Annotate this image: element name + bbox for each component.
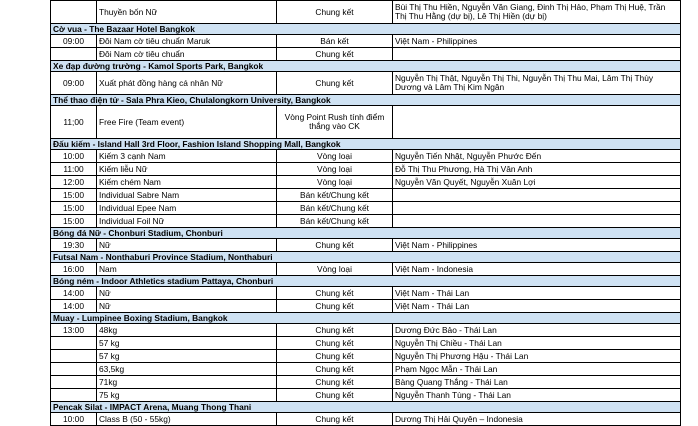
round-cell: Chung kết bbox=[277, 300, 393, 313]
athletes-cell: Dương Thị Hải Quyên – Indonesia bbox=[393, 413, 681, 426]
table-row bbox=[51, 35, 681, 48]
athletes-cell: Bàng Quang Thắng - Thái Lan bbox=[393, 376, 681, 389]
section-header-row bbox=[51, 61, 681, 72]
table-row bbox=[51, 287, 681, 300]
athletes-cell: Việt Nam - Philippines bbox=[393, 35, 681, 48]
section-header-row bbox=[51, 313, 681, 324]
event-cell: 57 kg bbox=[97, 350, 277, 363]
time-cell: 12:00 bbox=[51, 176, 97, 189]
table-row bbox=[51, 350, 681, 363]
round-cell: Chung kết bbox=[277, 413, 393, 426]
time-cell: 11:00 bbox=[51, 163, 97, 176]
section-title: Futsal Nam - Nonthaburi Province Stadium, Nonthaburi bbox=[51, 252, 681, 263]
athletes-cell: Nguyễn Thị Chiều - Thái Lan bbox=[393, 337, 681, 350]
event-cell: Nữ bbox=[97, 287, 277, 300]
time-cell: 09:00 bbox=[51, 72, 97, 95]
section-title: Pencak Silat - IMPACT Arena, Muang Thong Thani bbox=[51, 402, 681, 413]
time-cell: 19:30 bbox=[51, 239, 97, 252]
round-cell: Chung kết bbox=[277, 287, 393, 300]
round-cell: Bán kết bbox=[277, 35, 393, 48]
athletes-cell: Nguyễn Văn Quyết, Nguyễn Xuân Lợi bbox=[393, 176, 681, 189]
table-row bbox=[51, 150, 681, 163]
round-cell: Chung kết bbox=[277, 363, 393, 376]
table-row bbox=[51, 413, 681, 426]
schedule-body bbox=[51, 1, 681, 426]
round-cell: Vòng loại bbox=[277, 150, 393, 163]
time-cell bbox=[51, 1, 97, 24]
time-cell: 15:00 bbox=[51, 202, 97, 215]
section-header-row bbox=[51, 252, 681, 263]
event-cell: Individual Foil Nữ bbox=[97, 215, 277, 228]
time-cell bbox=[51, 389, 97, 402]
event-cell: Nữ bbox=[97, 300, 277, 313]
round-cell: Chung kết bbox=[277, 376, 393, 389]
event-cell: Individual Sabre Nam bbox=[97, 189, 277, 202]
event-cell: Đôi Nam cờ tiêu chuẩn bbox=[97, 48, 277, 61]
time-cell: 14:00 bbox=[51, 300, 97, 313]
section-header-row bbox=[51, 402, 681, 413]
table-row bbox=[51, 163, 681, 176]
athletes-cell: Nguyễn Thị Phương Hậu - Thái Lan bbox=[393, 350, 681, 363]
time-cell bbox=[51, 337, 97, 350]
time-cell: 10:00 bbox=[51, 413, 97, 426]
time-cell bbox=[51, 376, 97, 389]
event-cell: 71kg bbox=[97, 376, 277, 389]
athletes-cell: Việt Nam - Indonesia bbox=[393, 263, 681, 276]
section-title: Bóng đá Nữ - Chonburi Stadium, Chonburi bbox=[51, 228, 681, 239]
athletes-cell bbox=[393, 48, 681, 61]
section-title: Bóng ném - Indoor Athletics stadium Pattaya, Chonburi bbox=[51, 276, 681, 287]
table-row bbox=[51, 215, 681, 228]
section-header-row bbox=[51, 24, 681, 35]
athletes-cell: Nguyễn Thị Thật, Nguyễn Thị Thi, Nguyễn Thị Thu Mai, Lâm Thị Thùy Dương và Lâm Thị Kim Ngân bbox=[393, 72, 681, 95]
table-row bbox=[51, 363, 681, 376]
section-header-row bbox=[51, 139, 681, 150]
athletes-cell bbox=[393, 189, 681, 202]
athletes-cell: Nguyễn Tiến Nhật, Nguyễn Phước Đến bbox=[393, 150, 681, 163]
event-cell: Kiếm chém Nam bbox=[97, 176, 277, 189]
round-cell: Chung kết bbox=[277, 389, 393, 402]
round-cell: Bán kết/Chung kết bbox=[277, 215, 393, 228]
athletes-cell: Phạm Ngọc Mẫn - Thái Lan bbox=[393, 363, 681, 376]
event-cell: 48kg bbox=[97, 324, 277, 337]
section-header-row bbox=[51, 95, 681, 106]
round-cell: Chung kết bbox=[277, 350, 393, 363]
time-cell: 15:00 bbox=[51, 189, 97, 202]
event-cell: 57 kg bbox=[97, 337, 277, 350]
round-cell: Bán kết/Chung kết bbox=[277, 202, 393, 215]
time-cell: 14:00 bbox=[51, 287, 97, 300]
round-cell: Chung kết bbox=[277, 239, 393, 252]
event-cell: Free Fire (Team event) bbox=[97, 106, 277, 139]
round-cell: Chung kết bbox=[277, 337, 393, 350]
event-cell: Thuyền bốn Nữ bbox=[97, 1, 277, 24]
time-cell bbox=[51, 363, 97, 376]
table-row bbox=[51, 376, 681, 389]
event-cell: Individual Epee Nam bbox=[97, 202, 277, 215]
athletes-cell: Việt Nam - Thái Lan bbox=[393, 287, 681, 300]
section-title: Đấu kiếm - Island Hall 3rd Floor, Fashion Island Shopping Mall, Bangkok bbox=[51, 139, 681, 150]
table-row bbox=[51, 72, 681, 95]
time-cell bbox=[51, 48, 97, 61]
time-cell: 11;00 bbox=[51, 106, 97, 139]
event-cell: Kiếm liễu Nữ bbox=[97, 163, 277, 176]
time-cell: 16:00 bbox=[51, 263, 97, 276]
athletes-cell: Bùi Thị Thu Hiền, Nguyễn Văn Giang, Đinh Thị Hảo, Phạm Thị Huệ, Trần Thị Thu Hằng (dự bị), Lê Thị Hiền (dự bị) bbox=[393, 1, 681, 24]
round-cell: Chung kết bbox=[277, 1, 393, 24]
event-cell: Xuất phát đồng hàng cá nhân Nữ bbox=[97, 72, 277, 95]
time-cell: 13:00 bbox=[51, 324, 97, 337]
time-cell: 15:00 bbox=[51, 215, 97, 228]
athletes-cell bbox=[393, 215, 681, 228]
athletes-cell: Nguyễn Thanh Tùng - Thái Lan bbox=[393, 389, 681, 402]
round-cell: Chung kết bbox=[277, 48, 393, 61]
section-title: Cờ vua - The Bazaar Hotel Bangkok bbox=[51, 24, 681, 35]
time-cell: 09:00 bbox=[51, 35, 97, 48]
table-row bbox=[51, 189, 681, 202]
athletes-cell bbox=[393, 106, 681, 139]
event-cell: 63,5kg bbox=[97, 363, 277, 376]
table-row bbox=[51, 337, 681, 350]
round-cell: Bán kết/Chung kết bbox=[277, 189, 393, 202]
time-cell: 10:00 bbox=[51, 150, 97, 163]
athletes-cell: Đỗ Thị Thu Phương, Hà Thị Vân Anh bbox=[393, 163, 681, 176]
table-row bbox=[51, 300, 681, 313]
round-cell: Chung kết bbox=[277, 72, 393, 95]
event-cell: Nữ bbox=[97, 239, 277, 252]
round-cell: Vòng loại bbox=[277, 176, 393, 189]
round-cell: Vòng loại bbox=[277, 163, 393, 176]
section-title: Thể thao điện tử - Sala Phra Kieo, Chulalongkorn University, Bangkok bbox=[51, 95, 681, 106]
athletes-cell: Việt Nam - Philippines bbox=[393, 239, 681, 252]
section-header-row bbox=[51, 276, 681, 287]
table-row bbox=[51, 324, 681, 337]
event-cell: Class B (50 - 55kg) bbox=[97, 413, 277, 426]
table-row bbox=[51, 176, 681, 189]
athletes-cell: Việt Nam - Thái Lan bbox=[393, 300, 681, 313]
event-cell: Nam bbox=[97, 263, 277, 276]
event-cell: Đôi Nam cờ tiêu chuẩn Maruk bbox=[97, 35, 277, 48]
round-cell: Chung kết bbox=[277, 324, 393, 337]
athletes-cell bbox=[393, 202, 681, 215]
round-cell: Vòng loại bbox=[277, 263, 393, 276]
table-row bbox=[51, 263, 681, 276]
athletes-cell: Dương Đức Bảo - Thái Lan bbox=[393, 324, 681, 337]
time-cell bbox=[51, 350, 97, 363]
table-row bbox=[51, 106, 681, 139]
round-cell: Vòng Point Rush tính điểm thắng vào CK bbox=[277, 106, 393, 139]
table-row bbox=[51, 239, 681, 252]
section-title: Xe đạp đường trường - Kamol Sports Park, Bangkok bbox=[51, 61, 681, 72]
event-cell: 75 kg bbox=[97, 389, 277, 402]
section-header-row bbox=[51, 228, 681, 239]
event-cell: Kiếm 3 cạnh Nam bbox=[97, 150, 277, 163]
section-title: Muay - Lumpinee Boxing Stadium, Bangkok bbox=[51, 313, 681, 324]
table-row bbox=[51, 48, 681, 61]
table-row bbox=[51, 389, 681, 402]
table-row bbox=[51, 1, 681, 24]
table-row bbox=[51, 202, 681, 215]
schedule-sheet bbox=[50, 0, 681, 426]
